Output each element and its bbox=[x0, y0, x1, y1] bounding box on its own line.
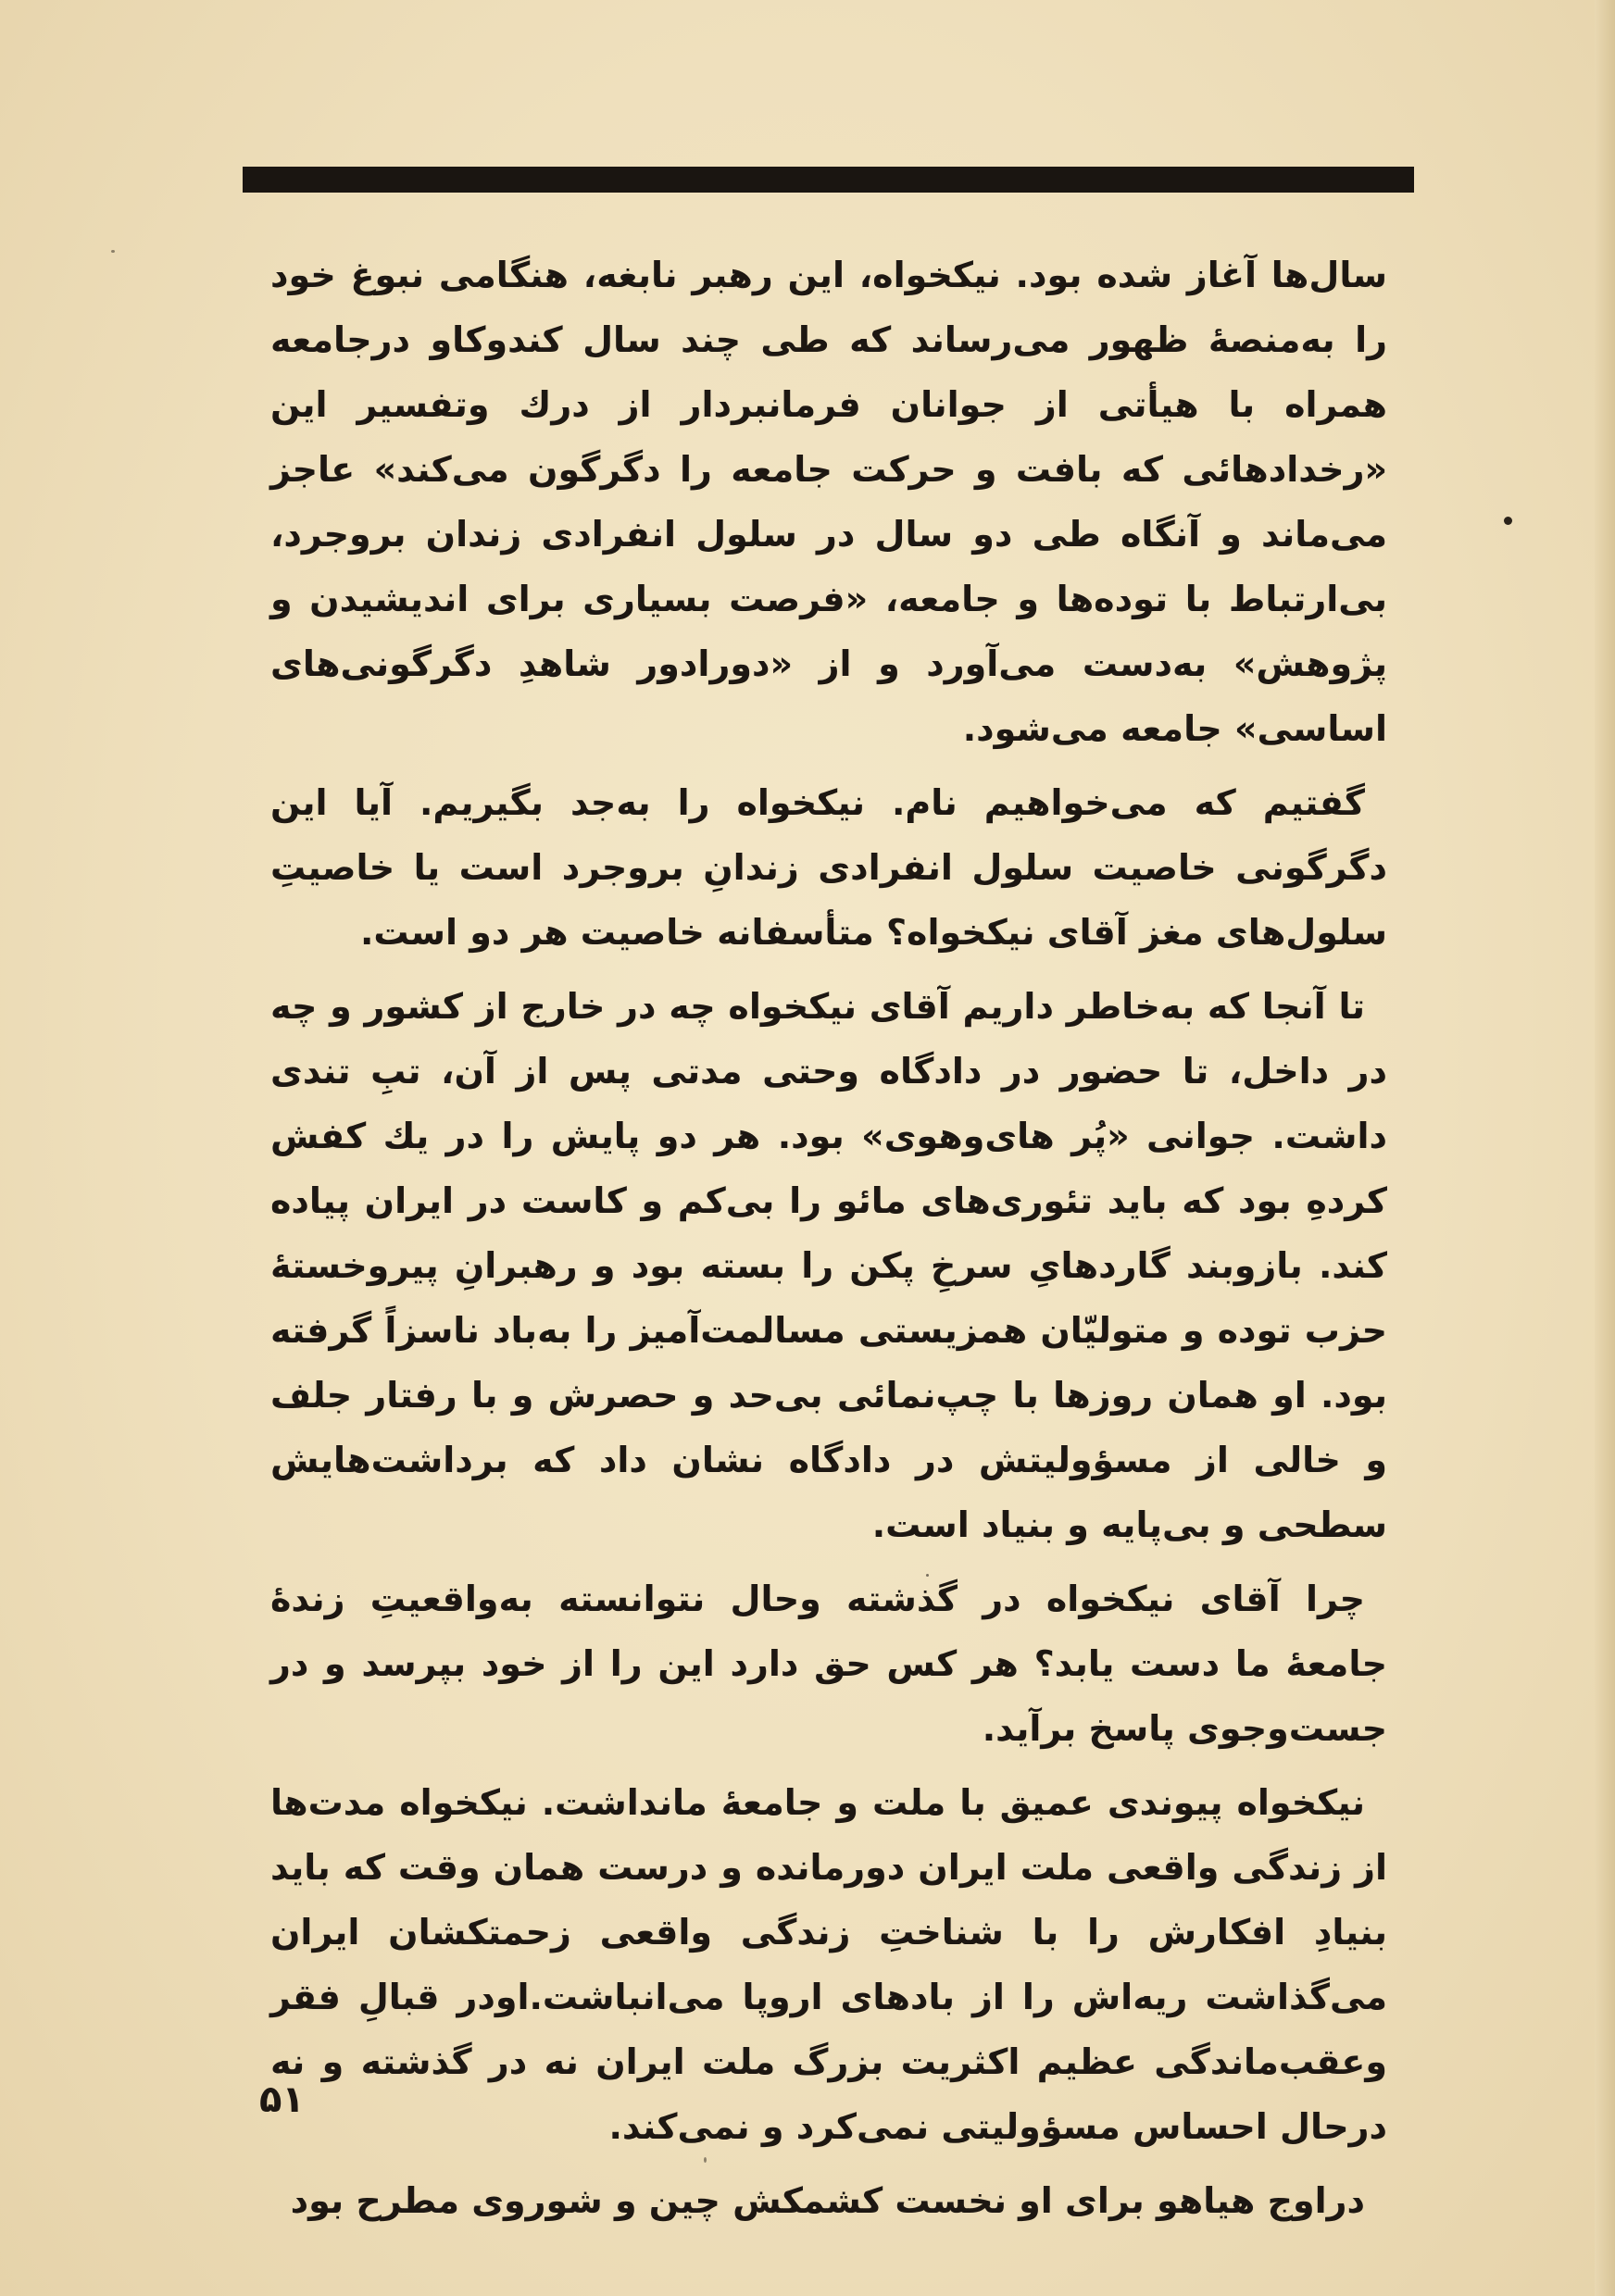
ink-speck bbox=[111, 250, 115, 253]
paragraph-6: دراوج هیاهو برای او نخست کشمکش چین و شوروی مطرح بود bbox=[290, 2180, 1365, 2221]
page-number: ۵۱ bbox=[259, 2078, 305, 2121]
body-text bbox=[270, 243, 1387, 2242]
header-rule bbox=[243, 167, 1414, 193]
paragraph-3: تا آنجا که به‌خاطر داریم آقای نیکخواه چه در خارج از کشور و چه در داخل، تا حضور در دادگاه وحتی مدتی پس از آن، تبِ تندی داشت. جوانی «پُر های‌وهوی» بود. هر دو پایش را در یك کفش کردهِ بود که باید تئوری‌های مائو را بی‌کم و کاست در ایران پیاده کند. بازوبند گاردهایِ سرخِ پکن را بسته بود و رهبرانِ پیروخستهٔ حزب توده و متولیّان همزیستی مسالمت‌آمیز را به‌باد ناسزاً گرفته بود. او همان روزها با چپ‌نمائی بی‌حد و حصرش و با رفتار جلف و خالی از مسؤولیتش در دادگاه نشان داد که برداشت‌هایش سطحی و بی‌پایه و بنیاد است. bbox=[270, 986, 1387, 1545]
paragraph-2: گفتیم که می‌خواهیم نام. نیکخواه را به‌جد بگیریم. آیا این دگرگونی خاصیت سلول انفرادی زندانِ بروجرد است یا خاصیتِ سلول‌های مغز آقای نیکخواه؟ متأسفانه خاصیت هر دو است. bbox=[270, 782, 1387, 953]
ink-speck bbox=[704, 2157, 707, 2163]
paragraph-4: چرا آقای نیکخواه در گذشته وحال نتوانسته به‌واقعیتِ زندهٔ جامعهٔ ما دست یابد؟ هر کس حق دارد این را از خود بپرسد و در جست‌وجوی پاسخ برآید. bbox=[270, 1578, 1387, 1749]
ink-speck bbox=[926, 1574, 929, 1577]
paragraph-1: سال‌ها آغاز شده بود. نیکخواه، این رهبر نابغه، هنگامی نبوغ خود را به‌منصهٔ ظهور می‌رساند که طی چند سال کندوکاو درجامعه همراه با هیأتی از جوانان فرمانبردار از درك وتفسیر این «رخدادهائی که بافت و حرکت جامعه را دگرگون می‌کند» عاجز می‌ماند و آنگاه طی دو سال در سلول انفرادی زندان بروجرد، بی‌ارتباط با توده‌ها و جامعه، «فرصت بسیاری برای اندیشیدن و پژوهش» به‌دست می‌آورد و از «دورادور شاهدِ دگرگونی‌های اساسی» جامعه می‌شود. bbox=[270, 255, 1387, 749]
page-edge bbox=[1595, 0, 1615, 2296]
paragraph-5: نیکخواه پیوندی عمیق با ملت و جامعهٔ مانداشت. نیکخواه مدت‌ها از زندگی واقعی ملت ایران دورمانده و درست همان وقت که باید بنیادِ افکارش را با شناختِ زندگی واقعی زحمتکشان ایران می‌گذاشت ریه‌اش را از بادهای اروپا می‌انباشت.اودر قبالِ فقر وعقب‌ماندگی عظیم اکثریت بزرگ ملت ایران نه در گذشته و نه درحال احساس مسؤولیتی نمی‌کرد و نمی‌کند. bbox=[270, 1782, 1387, 2147]
ink-speck bbox=[1504, 517, 1512, 525]
